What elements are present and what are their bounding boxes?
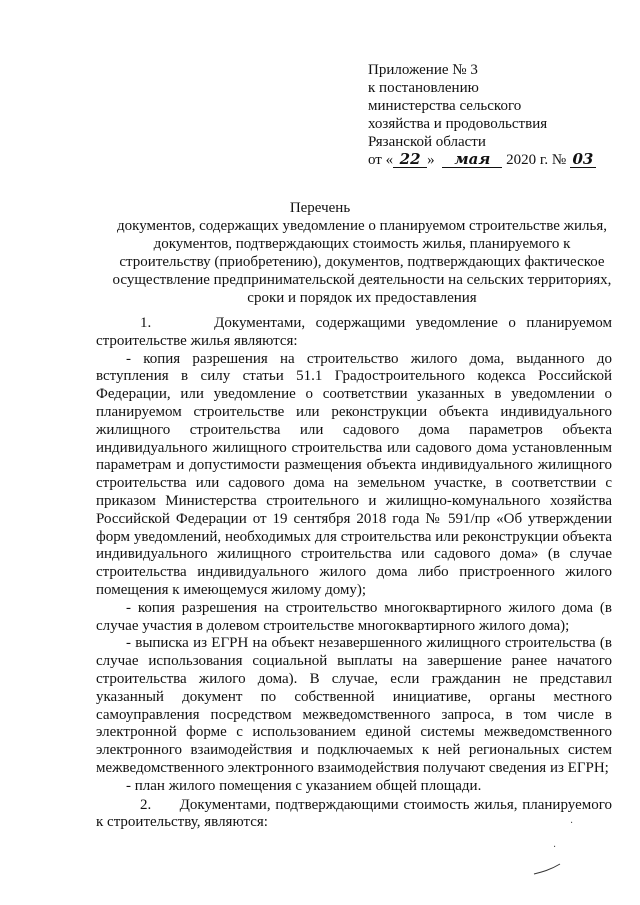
scan-speck-icon: · [570,818,574,829]
doc-number-handwritten: 03 [570,152,596,168]
document-body [96,315,612,832]
date-close: » [427,152,435,168]
document-title: Перечень [289,200,351,216]
appendix-date-line [368,151,618,169]
date-prefix: от « [368,152,394,168]
document-subtitle: документов, содержащих уведомление о планируемом строительстве жилья, документов, подтверждающих стоимость жилья, планируемого к строительству (приобретению), документов, подтверждающих фактическое осуществление предпринимательской деятельности на сельских территориях, сроки и порядок их предоставления [112,218,612,306]
appendix-line: к постановлению [368,80,479,96]
dash-paragraph-4: - план жилого помещения с указанием общей площади. [126,777,482,794]
appendix-line: министерства сельского [368,98,522,114]
dash-paragraph-3: - выписка из ЕГРН на объект незавершенного жилищного строительства (в случае использования социальной выплаты на завершение ранее начатого строительства жилого дома). В случае, если гражданин не представил указанный документ по собственной инициативе, органы местного самоуправления посредством межведомственного запроса, в том числе в электронной форме с использованием единой системы межведомственного электронного взаимодействия и подключаемых к ней региональных систем межведомственного электронного взаимодействия получают сведения из ЕГРН; [96,635,612,776]
date-day-handwritten: 22 [393,152,427,168]
item-1-paragraph: 1. Документами, содержащими уведомление о планируемом строительстве жилья являются: [96,315,612,349]
appendix-line: Приложение № 3 [368,62,478,78]
dash-paragraph-2: - копия разрешения на строительство многоквартирного жилого дома (в случае участия в долевом строительстве многоквартирного жилого дома); [96,599,612,634]
dash-paragraph-1: - копия разрешения на строительство жилого дома, выданного до вступления в силу статьи 51.1 Градостроительного кодекса Российской Федерации, или уведомление о соответствии указанных в уведомлении о планируемом строительстве или реконструкции объекта индивидуального жилищного строительства или садового дома параметров объекта индивидуального жилищного строительства или садового дома установленным параметрам и допустимости размещения объекта индивидуального жилищного строительства или садового дома на земельном участке, в соответствии с приказом Министерства строительного и жилищно-комунального хозяйства Российской Федерации от 19 сентября 2018 года № 591/пр «Об утверждении форм уведомлений, необходимых для строительства или реконструкции объекта индивидуального жилищного строительства или садового дома» (в случае строительства индивидуального жилого дома либо пристроенного жилого помещения к имеющемуся жилому дому); [96,350,612,598]
appendix-line: Рязанской области [368,134,486,150]
item-2-paragraph: 2. Документами, подтверждающими стоимость жилья, планируемого к строительству, являются: [96,796,612,831]
appendix-line: хозяйства и продовольствия [368,116,548,132]
scan-mark-icon [530,860,570,880]
date-month-handwritten: мая [442,152,502,168]
scan-speck-icon: · [553,842,557,853]
appendix-header [368,61,618,169]
date-year: 2020 г. № [506,152,567,168]
